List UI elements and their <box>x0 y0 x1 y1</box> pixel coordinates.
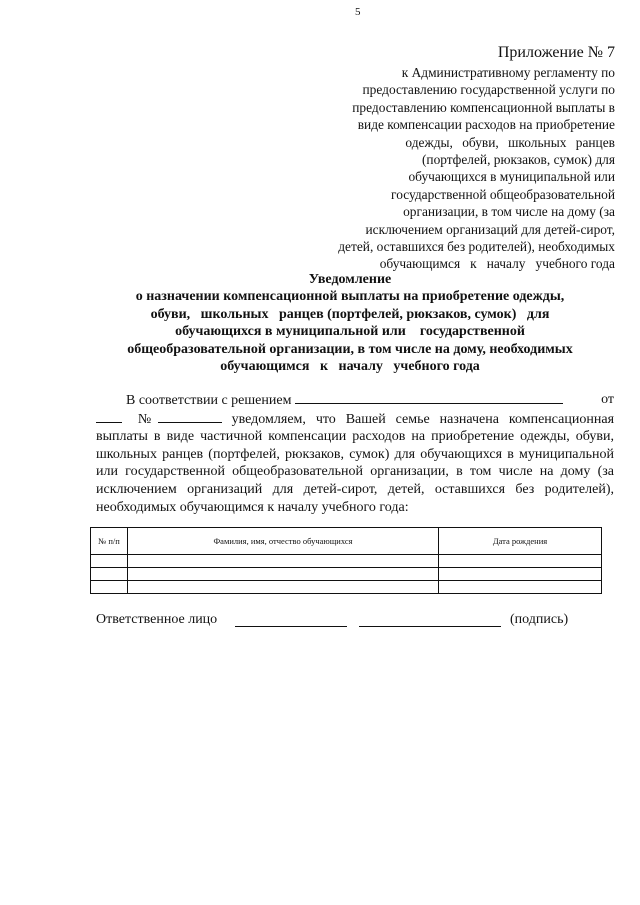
title-line: о назначении компенсационной выплаты на приобретение одежды, <box>135 289 565 305</box>
appendix-line: организации, в том числе на дому (за <box>403 204 615 220</box>
appendix-title: Приложение № 7 <box>497 44 615 61</box>
title-line: Уведомление <box>308 272 392 287</box>
appendix-line: одежды, обуви, школьных ранцев <box>405 134 615 150</box>
title-line: общеобразовательной организации, в том числе на дому, необходимых <box>127 341 573 357</box>
table-row[interactable] <box>91 568 602 581</box>
header-number: № п/п <box>91 528 128 555</box>
appendix-line: предоставлению государственной услуги по <box>362 82 615 98</box>
number-blank[interactable] <box>158 410 222 423</box>
responsible-person-label: Ответственное лицо <box>96 612 218 627</box>
appendix-line: детей, оставшихся без родителей), необходимых <box>338 239 615 255</box>
title-line: обуви, школьных ранцев (портфелей, рюкзаков, сумок) для <box>150 306 550 322</box>
table-row[interactable] <box>91 581 602 594</box>
signature-hint: (подпись) <box>510 612 569 627</box>
name-blank[interactable] <box>235 626 347 627</box>
number-sign: № <box>137 411 158 427</box>
signature-blank[interactable] <box>359 626 501 627</box>
intro-text: В соответствии с решением <box>126 393 292 408</box>
appendix-line: обучающимся к началу учебного года <box>379 256 615 272</box>
date-blank[interactable] <box>96 410 122 423</box>
appendix-header <box>255 43 615 273</box>
appendix-line: предоставлению компенсационной выплаты в <box>352 99 615 115</box>
appendix-line: виде компенсации расходов на приобретение <box>357 117 615 133</box>
students-table <box>90 527 602 594</box>
notice-text: уведомляем, что Вашей семье назначена компенсационная выплаты в виде частичной компенсации расходов на приобретение одежды, обуви, школьных ранцев (портфелей, рюкзаков, сумок) для обучающихся в муниципальной или государственной общеобразовательной организации, в том числе на дому (за исключением организаций для детей-сирот, детей, оставшихся без родителей), необходимых обучающимся к началу учебного года: <box>96 411 615 515</box>
appendix-line: обучающихся в муниципальной или <box>408 169 615 185</box>
page-number: 5 <box>355 6 361 18</box>
table-row[interactable] <box>91 555 602 568</box>
notice-body <box>96 391 614 516</box>
appendix-line: исключением организаций для детей-сирот, <box>365 221 615 237</box>
document-title <box>90 271 610 375</box>
appendix-line: к Административному регламенту по <box>401 65 615 80</box>
table-header-row <box>91 528 602 555</box>
decision-blank[interactable] <box>295 391 563 404</box>
title-line: обучающихся в муниципальной или государственной <box>175 324 525 340</box>
appendix-line: государственной общеобразовательной <box>391 186 615 202</box>
header-name: Фамилия, имя, отчество обучающихся <box>128 528 439 555</box>
appendix-line: (портфелей, рюкзаков, сумок) для <box>421 152 615 168</box>
title-line: обучающимся к началу учебного года <box>220 359 480 375</box>
header-birthdate: Дата рождения <box>439 528 602 555</box>
ot-text: от <box>601 392 614 407</box>
